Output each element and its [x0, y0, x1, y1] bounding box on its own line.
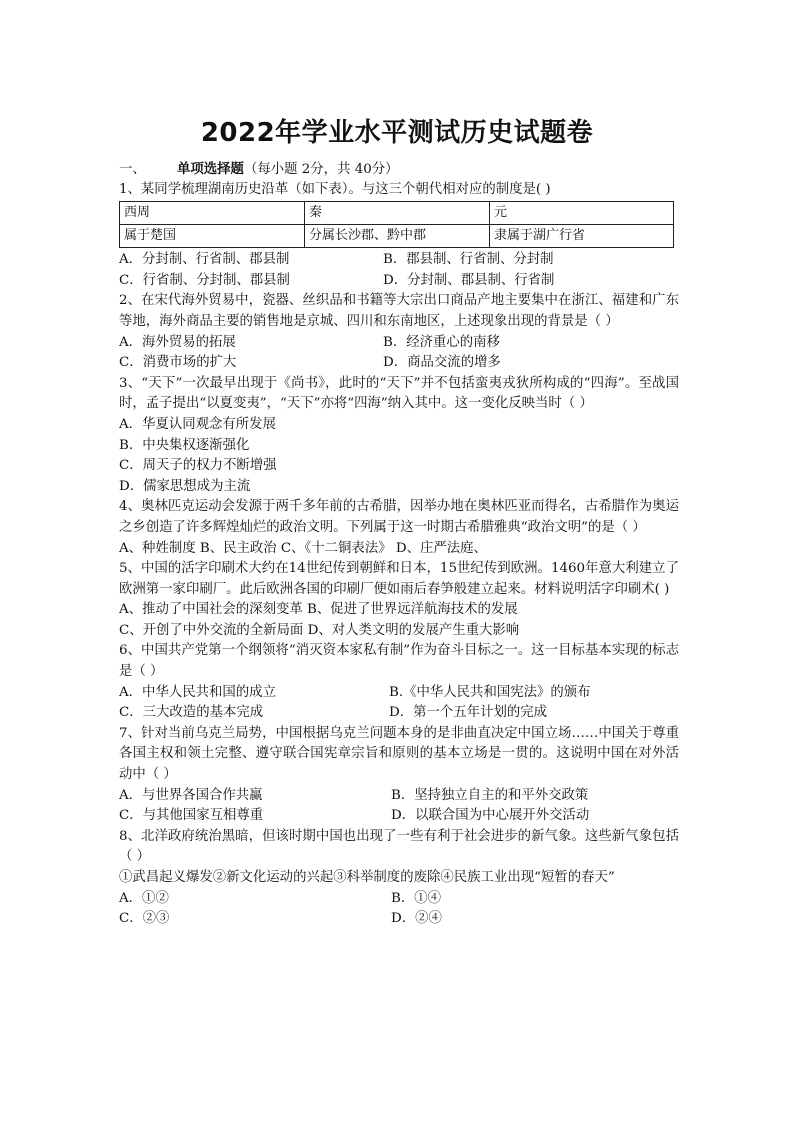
exam-content: [119, 159, 679, 930]
table-header-row: [120, 202, 674, 225]
option-d: D．儒家思想成为主流: [119, 478, 251, 494]
option-d: D．第一个五年计划的完成: [389, 705, 548, 721]
question-1-options-row: [119, 271, 679, 292]
option-c: C．周天子的权力不断增强: [119, 458, 277, 474]
question-3-stem: 3、“天下”一次最早出现于《尚书》，此时的“天下”并不包括蛮夷戎狄所构成的“四海”。至战国时，孟子提出“以夏变夷”，“天下”亦将“四海”纳入其中。这一变化反映当时（ ）: [119, 375, 679, 412]
question-6-options-row: [119, 683, 679, 704]
exam-title: 2022年学业水平测试历史试题卷: [200, 118, 594, 148]
question-5-stem: 5、中国的活字印刷术大约在14世纪传到朝鲜和日本，15世纪传到欧洲。1460年意大利建立了欧洲第一家印刷厂。此后欧洲各国的印刷厂便如雨后春笋般建立起来。材料说明活字印刷术( ): [119, 561, 679, 597]
table-cell: 分属长沙郡、黔中郡: [305, 225, 490, 248]
option-a: A．海外贸易的拓展: [119, 334, 236, 350]
section-number: 一、: [119, 162, 146, 177]
question-8-options-row: [119, 889, 679, 910]
option-d: D．以联合国为中心展开外交活动: [391, 808, 590, 824]
question-2-stem: 2、在宋代海外贸易中，瓷器、丝织品和书籍等大宗出口商品产地主要集中在浙江、福建和广东等地，海外商品主要的销售地是京城、四川和东南地区，上述现象出现的背景是（ ）: [119, 293, 679, 329]
option-d: D．②④: [391, 911, 442, 927]
question-6-options-row: [119, 703, 679, 724]
option-a: A．与世界各国合作共赢: [119, 787, 263, 803]
option-a: A．中华人民共和国的成立: [119, 684, 276, 700]
section-name: 单项选择题: [177, 161, 244, 177]
question-8-items: ①武昌起义爆发②新文化运动的兴起③科举制度的废除④民族工业出现“短暂的春天”: [119, 870, 615, 885]
question-5-options-line: C、开创了中外交流的全新局面 D、对人类文明的发展产生重大影响: [119, 622, 520, 638]
option-c: C．与其他国家互相尊重: [119, 808, 264, 824]
question-1-options-row: [119, 250, 679, 271]
table-cell: 隶属于湖广行省: [490, 225, 674, 248]
option-b: B．中央集权逐渐强化: [119, 437, 250, 453]
question-5-options-line: A、推动了中国社会的深刻变革 B、促进了世界远洋航海技术的发展: [119, 602, 518, 618]
question-7-options-row: [119, 806, 679, 827]
option-b: B．经济重心的南移: [383, 334, 500, 350]
section-heading: [119, 159, 679, 180]
table-cell: 秦: [305, 202, 490, 225]
table-cell: 西周: [120, 202, 305, 225]
table-cell: 元: [490, 202, 674, 225]
option-b: B．①④: [391, 890, 442, 906]
question-6-stem: 6、中国共产党第一个纲领将“消灭资本家私有制”作为奋斗目标之一。这一目标基本实现的标志是（ ）: [119, 643, 679, 680]
dynasty-table: [119, 201, 674, 248]
table-row: [120, 225, 674, 248]
option-a: A．华夏认同观念有所发展: [119, 416, 276, 432]
option-c: C．三大改造的基本完成: [119, 705, 264, 721]
option-d: D．商品交流的增多: [383, 355, 501, 371]
option-b: B.《中华人民共和国宪法》的颁布: [389, 684, 591, 700]
option-c: C．消费市场的扩大: [119, 355, 237, 371]
option-c: C．②③: [119, 911, 170, 927]
question-7-stem: 7、针对当前乌克兰局势，中国根据乌克兰问题本身的是非曲直决定中国立场……中国关于尊重各国主权和领土完整、遵守联合国宪章宗旨和原则的基本立场是一贯的。这说明中国在对外活动中（ ）: [119, 725, 679, 783]
option-d: D．分封制、郡县制、行省制: [383, 272, 555, 288]
question-4-stem: 4、奥林匹克运动会发源于两千多年前的古希腊，因举办地在奥林匹亚而得名，古希腊作为奥运之乡创造了许多辉煌灿烂的政治文明。下列属于这一时期古希腊雅典“政治文明”的是（ ）: [119, 499, 679, 535]
question-2-options-row: [119, 353, 679, 374]
option-b: B．郡县制、行省制、分封制: [383, 252, 554, 268]
option-a: A．分封制、行省制、郡县制: [119, 252, 290, 268]
option-a: A．①②: [119, 890, 169, 906]
question-4-options: A、种姓制度 B、民主政治 C、《十二铜表法》 D、庄严法庭、: [119, 540, 487, 556]
question-2-options-row: [119, 333, 679, 354]
section-note: （每小题 2分，共 40分）: [243, 162, 399, 177]
question-8-options-row: [119, 909, 679, 930]
question-7-options-row: [119, 786, 679, 807]
question-8-stem: 8、北洋政府统治黑暗，但该时期中国也出现了一些有利于社会进步的新气象。这些新气象包括（ ）: [119, 828, 679, 865]
option-b: B．坚持独立自主的和平外交政策: [391, 787, 589, 803]
question-1-stem: 1、某同学梳理湖南历史沿革（如下表）。与这三个朝代相对应的制度是( ): [119, 181, 551, 197]
option-c: C．行省制、分封制、郡县制: [119, 272, 290, 288]
table-cell: 属于楚国: [120, 225, 305, 248]
